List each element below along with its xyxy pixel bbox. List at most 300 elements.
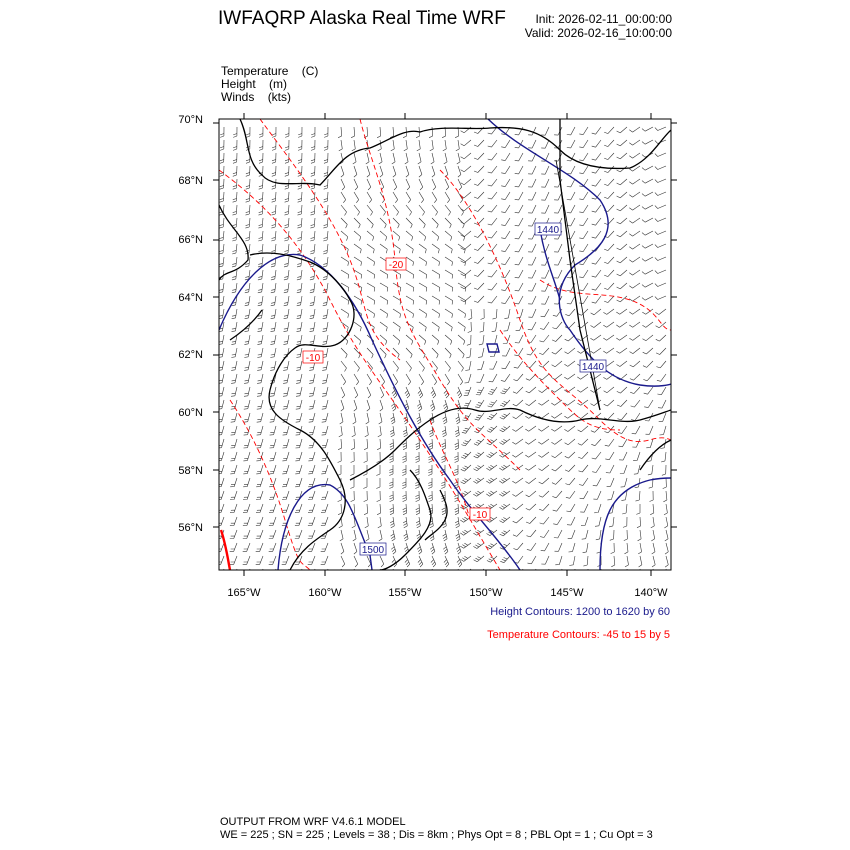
wind-barb [310, 309, 315, 319]
wind-barb [233, 153, 237, 163]
wind-barb [474, 153, 484, 160]
wind-barb [443, 543, 448, 554]
wind-barb [271, 309, 276, 319]
wind-barb [298, 192, 302, 202]
wind-barb [310, 283, 315, 293]
wind-barb [579, 270, 588, 278]
wind-barb [515, 257, 523, 265]
wind-barb [429, 439, 433, 450]
wind-barb [220, 192, 224, 202]
wind-barb [592, 179, 601, 186]
wind-barb [282, 491, 289, 500]
wind-barb [445, 231, 452, 241]
wind-barb [416, 439, 420, 450]
wind-barb [652, 556, 655, 567]
wind-barb [380, 569, 385, 580]
wind-barb [540, 335, 550, 342]
wind-barb [579, 283, 588, 291]
wind-barb [259, 140, 263, 150]
wind-barb [257, 413, 263, 422]
wind-barb [578, 439, 588, 445]
height-contour-label: 1500 [361, 545, 385, 556]
wind-barb [444, 556, 449, 567]
wind-barb [231, 361, 237, 370]
wind-barb [456, 543, 461, 554]
wind-barb [579, 205, 588, 213]
wind-barb [341, 374, 346, 385]
wind-barb [617, 387, 627, 393]
wind-barb [419, 569, 424, 580]
wind-barb [378, 517, 382, 528]
wind-barb [474, 244, 484, 251]
wind-barb [526, 400, 537, 406]
wind-barb [603, 322, 614, 327]
wind-barb [473, 491, 484, 496]
wind-barb [295, 504, 302, 513]
wind-barb [232, 244, 237, 254]
wind-barb [419, 205, 425, 216]
wind-barb [643, 361, 653, 367]
wind-barb [311, 127, 315, 137]
wind-barb [393, 179, 397, 190]
wind-barb [311, 192, 315, 202]
wind-barb [579, 192, 588, 200]
wind-barb [577, 387, 588, 392]
wind-barb [486, 478, 497, 483]
wind-barb [310, 296, 315, 306]
wind-barb [636, 491, 641, 501]
wind-barb [321, 543, 328, 551]
wind-barb [632, 426, 640, 434]
wind-barb [338, 452, 342, 463]
wind-barb [282, 478, 289, 487]
wind-barb [418, 153, 421, 164]
lat-label: 64°N [178, 292, 203, 304]
wind-barb [629, 244, 640, 249]
wind-barb [603, 309, 614, 314]
wind-barb [501, 387, 511, 394]
wind-barb [636, 504, 640, 514]
wind-barb [366, 530, 369, 541]
wind-barb [626, 569, 629, 580]
wind-barb [432, 283, 440, 292]
wind-barb [406, 205, 412, 216]
wind-barb [642, 309, 653, 314]
wind-barb [445, 309, 453, 318]
wind-barb [456, 413, 460, 424]
wind-barb [432, 270, 440, 279]
wind-barb [564, 413, 575, 418]
wind-barb [552, 322, 562, 329]
lon-label: 160°W [308, 587, 342, 599]
wind-barb [501, 257, 510, 265]
wind-barb [611, 556, 615, 567]
wind-barb [642, 296, 653, 300]
wind-barb [631, 413, 640, 421]
wind-barb [367, 166, 370, 177]
wind-barb [579, 231, 588, 239]
wind-barb [630, 361, 640, 367]
wind-barb [629, 283, 640, 288]
wind-barb [321, 465, 328, 474]
wind-barb [643, 374, 653, 381]
wind-barb [462, 413, 471, 421]
wind-barb [244, 387, 250, 396]
wind-barb [501, 192, 510, 200]
wind-barb [417, 413, 421, 424]
wind-barb [455, 504, 459, 515]
wind-barb [607, 491, 614, 500]
wind-barb [258, 322, 264, 332]
wind-barb [541, 543, 549, 551]
wind-barb [354, 179, 358, 190]
wind-barb [461, 231, 471, 237]
wind-barb [365, 426, 369, 437]
wind-barb [513, 413, 523, 419]
wind-barb [501, 205, 510, 213]
wind-barb [256, 530, 263, 539]
wind-barb [308, 478, 315, 487]
wind-barb [617, 192, 627, 198]
wind-barb [651, 517, 655, 528]
wind-barb [308, 517, 315, 526]
wind-barb [432, 322, 439, 331]
wind-barb [367, 270, 375, 279]
wind-barb [297, 231, 302, 241]
wind-barb [512, 426, 523, 431]
wind-barb [230, 556, 237, 564]
wind-barb [230, 543, 237, 551]
wind-barb [487, 413, 497, 420]
wind-barb [579, 140, 588, 148]
wind-barb [296, 387, 302, 396]
wind-barb [246, 192, 250, 202]
wind-barb [244, 361, 250, 370]
wind-barb [583, 556, 588, 566]
wind-barb [243, 517, 250, 526]
wind-barb [269, 530, 276, 539]
wind-barb [445, 374, 450, 385]
wind-barb [445, 348, 451, 358]
wind-barb [354, 244, 361, 253]
wind-barb [417, 400, 422, 411]
wind-barb [639, 569, 642, 580]
wind-barb [642, 166, 653, 170]
wind-barb [461, 218, 471, 224]
wind-barb [564, 374, 575, 379]
wind-barb [296, 413, 302, 422]
wind-barb [541, 270, 549, 278]
wind-barb [528, 296, 536, 304]
wind-barb [393, 361, 399, 372]
wind-barb [367, 283, 375, 292]
wind-barb [341, 270, 349, 279]
wind-barb [489, 361, 497, 369]
wind-barb [541, 296, 549, 304]
coastline-segment [240, 119, 671, 185]
wind-barb [541, 166, 549, 174]
wind-barb [380, 205, 386, 216]
wind-barb [526, 478, 537, 484]
wind-barb [363, 478, 367, 489]
wind-barb [340, 530, 343, 541]
wind-barb [564, 361, 575, 366]
wind-barb [629, 218, 640, 223]
wind-barb [565, 309, 575, 316]
wind-barb [354, 205, 360, 216]
wind-barb [567, 205, 575, 213]
wind-barb [633, 452, 640, 461]
wind-barb [380, 556, 384, 567]
wind-barb [456, 140, 460, 151]
wind-barb [580, 504, 588, 512]
wind-barb [604, 153, 614, 160]
temperature-contour-label: -10 [305, 353, 321, 364]
temperature-contour-label: -20 [388, 260, 404, 271]
temperature-contour [440, 170, 671, 442]
wind-barb [321, 556, 328, 564]
wind-barb [554, 296, 562, 304]
wind-barb [257, 374, 263, 383]
coastline-segment [425, 490, 447, 540]
wind-barb [595, 517, 601, 526]
wind-barb [658, 400, 666, 408]
wind-barb [354, 361, 360, 372]
wind-barb [341, 322, 348, 331]
wind-barb [432, 218, 438, 228]
wind-barb [432, 569, 437, 580]
wind-barb [458, 374, 463, 385]
wind-barb [465, 361, 471, 371]
wind-barb [341, 205, 347, 216]
wind-barb [486, 491, 497, 496]
wind-barb [629, 296, 640, 301]
wind-barb [634, 465, 640, 474]
wind-barb [555, 556, 562, 565]
wind-barb [354, 322, 361, 331]
wind-barb [367, 361, 373, 372]
wind-barb [445, 569, 450, 580]
wind-barb [445, 205, 451, 216]
wind-barb [402, 452, 406, 463]
wind-barb [271, 270, 276, 280]
wind-barb [501, 218, 510, 226]
wind-barb [257, 400, 263, 409]
wind-barb [416, 517, 420, 528]
wind-barb [308, 452, 315, 461]
wind-barb [592, 218, 601, 225]
wind-barb [353, 153, 356, 164]
wind-barb [406, 374, 411, 385]
wind-barb [403, 517, 407, 528]
wind-barb [642, 270, 653, 274]
wind-barb [643, 348, 653, 354]
wind-barb [309, 374, 315, 383]
wind-barb [468, 322, 472, 333]
wind-barb [664, 504, 667, 515]
field-label: Winds [221, 90, 255, 104]
wind-barb [296, 361, 302, 370]
wind-barb [579, 478, 588, 485]
wind-barb [617, 270, 627, 276]
wind-barb [655, 309, 666, 315]
wind-barb [629, 309, 640, 314]
wind-barb [354, 556, 358, 567]
wind-barb [432, 309, 440, 318]
wind-barb [432, 296, 440, 305]
wind-barb [631, 400, 640, 407]
wind-barb [428, 491, 432, 502]
wind-barb [591, 413, 601, 419]
wind-barb [655, 270, 666, 274]
wind-barb [541, 309, 549, 317]
wind-barb [258, 296, 263, 306]
wind-barb [646, 426, 654, 434]
wind-barb [419, 309, 427, 318]
wind-barb [527, 530, 537, 537]
wind-barb [258, 218, 263, 228]
wind-barb [284, 218, 289, 228]
wind-barb [378, 140, 382, 151]
wind-barb [365, 517, 369, 528]
wind-barb [256, 543, 263, 551]
height-contour [600, 478, 671, 570]
wind-barb [354, 374, 359, 385]
wind-barb [655, 205, 666, 209]
wind-barb [282, 504, 289, 513]
wind-barb [256, 556, 263, 564]
wind-barb [620, 465, 627, 474]
wind-barb [219, 257, 224, 267]
wind-barb [618, 413, 628, 420]
wind-barb [551, 426, 562, 431]
wind-barb [488, 153, 497, 160]
wind-barb [282, 556, 289, 564]
wind-barb [552, 478, 562, 484]
wind-barb [367, 309, 375, 318]
wind-barb [474, 192, 484, 199]
wind-barb [617, 127, 627, 133]
wind-barb [283, 361, 289, 370]
lat-label: 56°N [178, 522, 203, 534]
wind-barb [244, 348, 250, 358]
wind-barb [308, 530, 315, 539]
wind-barb [323, 296, 328, 306]
wind-barb [295, 530, 302, 539]
wind-barb [458, 309, 466, 318]
wind-barb [445, 296, 453, 305]
wind-barb [284, 283, 289, 293]
wind-barb [217, 543, 224, 551]
wind-barb [324, 153, 328, 163]
wind-barb [579, 465, 589, 472]
wind-barb [419, 296, 427, 305]
wind-barb [567, 179, 575, 187]
wind-barb [230, 491, 237, 500]
wind-barb [596, 530, 601, 540]
wind-barb [515, 283, 523, 291]
wind-barb [443, 413, 447, 424]
wind-barb [525, 452, 536, 457]
wind-barb [617, 283, 627, 289]
wind-barb [528, 309, 536, 317]
wind-barb [660, 426, 667, 435]
wind-barb [629, 257, 640, 262]
wind-barb [406, 283, 414, 292]
wind-barb [428, 465, 432, 476]
wind-barb [419, 231, 426, 241]
coastline-segment [230, 310, 262, 340]
wind-barb [220, 153, 224, 163]
wind-barb [616, 322, 627, 327]
wind-barb [454, 491, 458, 502]
wind-barb [285, 192, 289, 202]
wind-barb [416, 504, 420, 515]
wind-barb [528, 556, 537, 564]
wind-barb [461, 140, 471, 146]
wind-barb [270, 348, 276, 358]
wind-barb [501, 231, 510, 239]
wind-barb [354, 218, 360, 228]
wind-barb [246, 179, 250, 189]
wind-barb [539, 478, 549, 484]
wind-barb [501, 166, 510, 174]
wind-barb [489, 374, 497, 382]
wind-barb [406, 270, 414, 279]
wind-barb [231, 400, 237, 409]
wind-barb [629, 140, 640, 145]
wind-barb [501, 296, 510, 304]
wind-barb [629, 335, 640, 340]
wind-barb [339, 426, 343, 437]
wind-barb [488, 218, 497, 225]
wind-barb [376, 465, 380, 476]
wind-barb [501, 153, 510, 161]
wind-barb [337, 465, 341, 476]
wind-barb [551, 413, 562, 418]
wind-barb [380, 179, 384, 190]
temperature-contour [260, 119, 400, 360]
wind-barb [461, 439, 471, 446]
wind-barb [341, 387, 345, 398]
wind-barb [404, 530, 409, 541]
wind-barb [393, 205, 399, 216]
wind-barb [389, 491, 393, 502]
wind-barb [419, 322, 426, 331]
wind-barb [339, 140, 343, 151]
wind-barb [617, 140, 627, 146]
wind-barb [321, 491, 328, 500]
wind-barb [283, 387, 289, 396]
wind-barb [269, 491, 276, 500]
wind-barb [341, 192, 346, 203]
wind-barb [391, 140, 395, 151]
wind-barb [650, 504, 654, 515]
wind-barb [310, 244, 315, 254]
wind-barb [391, 413, 395, 424]
wind-barb [389, 465, 393, 476]
wind-barb [500, 517, 511, 523]
wind-barb [284, 270, 289, 280]
wind-barb [592, 127, 601, 134]
wind-barb [379, 413, 382, 424]
wind-barb [445, 192, 450, 203]
wind-barb [592, 296, 601, 303]
wind-barb [298, 153, 302, 163]
wind-barb [607, 478, 614, 486]
wind-barb [403, 504, 407, 515]
wind-barb [341, 257, 349, 266]
